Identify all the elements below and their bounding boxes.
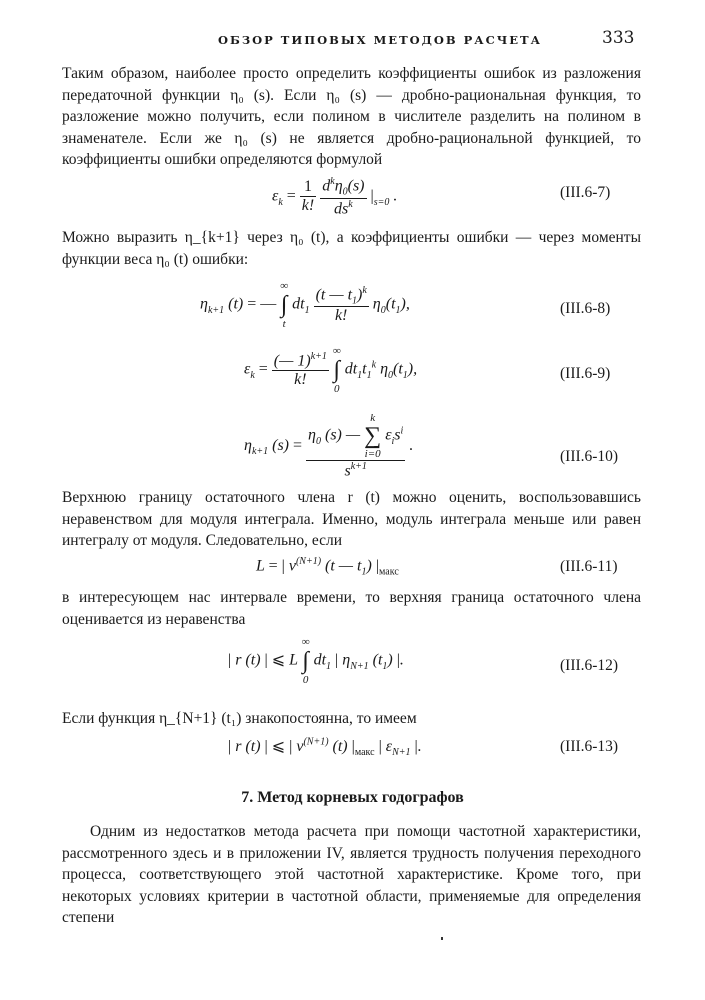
page-header: [0, 28, 705, 52]
equation-number: (III.6-9): [560, 365, 611, 382]
formula-remainder-bound-simple: | r (t) | ⩽ | $v^{(N+1)}$ (t) $|_{макс}$ | $\varepsilon_{N+1}$ |.: [228, 736, 422, 759]
formula-error-coefficient-moment: $\varepsilon_k$ = $\frac{(— 1)^{k+1}}{k!}$ ∞ ∫ 0 $dt_1t_1^k$ $\eta_0(t_1)$,: [244, 345, 418, 395]
formula-error-coefficient: $\varepsilon_k$ = $\frac{1}{k!}$ $\frac{d^k\eta_0(s)}{ds^k}$ $|_{s=0}$ .: [272, 176, 398, 217]
page-number: 333: [602, 28, 635, 48]
formula-eta-k-plus-1-time: $\eta_{k+1}$ (t) = — ∞ ∫ t $dt_1$ $\frac{(t — t_1)^k}{k!}$ $\eta_0(t_1)$,: [200, 280, 410, 330]
paragraph-constant-sign: Если функция η_{N+1} (t₁) знакопостоянна, то имеем: [62, 710, 417, 727]
paragraph-upper-bound: Верхнюю границу остаточного члена r (t) можно оценить, воспользовавшись неравенством для модуля интеграла. Именно, модуль интеграла меньше или равен интегралу от модуля. Следовательно, если: [62, 489, 641, 550]
paragraph-interval: в интересующем нас интервале времени, то верхняя граница остаточного члена оценивается из неравенства: [62, 589, 641, 628]
equation-number: (III.6-10): [560, 448, 619, 465]
subscript-maks: макс: [354, 747, 375, 759]
paragraph-coefficients-intro: Таким образом, наиболее просто определить коэффициенты ошибок из разложения передаточной функции η₀ (s). Если η₀ (s) — дробно-рациональная функция, то разложение можно получить, если полином в числителе разделить на полином в знаменателе. Если же η₀ (s) не является дробно-рациональной функцией, то коэффициенты ошибки определяются формулой: [62, 65, 641, 169]
equation-number: (III.6-13): [560, 738, 619, 755]
equation-number: (III.6-11): [560, 558, 618, 575]
equation-number: (III.6-7): [560, 184, 611, 201]
paragraph-root-locus-intro: Одним из недостатков метода расчета при помощи частотной характеристики, рассмотренного здесь и в приложении IV, является трудность получения переходного процесса, соответствующего этой частотной характеристике. Кроме того, при некоторых условиях критерии в частотной области, применяемые для определения степени: [62, 823, 641, 927]
paragraph-express-via-moments: Можно выразить η_{k+1} через η₀ (t), а коэффициенты ошибки — через моменты функции веса η₀ (t) ошибки:: [62, 229, 641, 268]
section-title: 7. Метод корневых годографов: [241, 789, 464, 806]
formula-remainder-bound: | r (t) | ⩽ L ∞ ∫ 0 $dt_1$ | $\eta_{N+1}$ $(t_1)$ |.: [228, 636, 404, 686]
equation-number: (III.6-12): [560, 657, 619, 674]
equation-number: (III.6-8): [560, 300, 611, 317]
print-speck: [441, 937, 443, 940]
subscript-maks: макс: [379, 566, 399, 578]
formula-eta-k-plus-1-laplace: $\eta_{k+1}$ (s) = $\eta_0$ (s) — k ∑ i=0 $\varepsilon_is^i$ $s^{k+1}$ .: [244, 412, 414, 480]
running-title: ОБЗОР ТИПОВЫХ МЕТОДОВ РАСЧЕТА: [218, 33, 542, 47]
formula-l-definition: L = | $v^{(N+1)}$ (t — $t_1$) $|_{макс}$: [256, 556, 399, 578]
